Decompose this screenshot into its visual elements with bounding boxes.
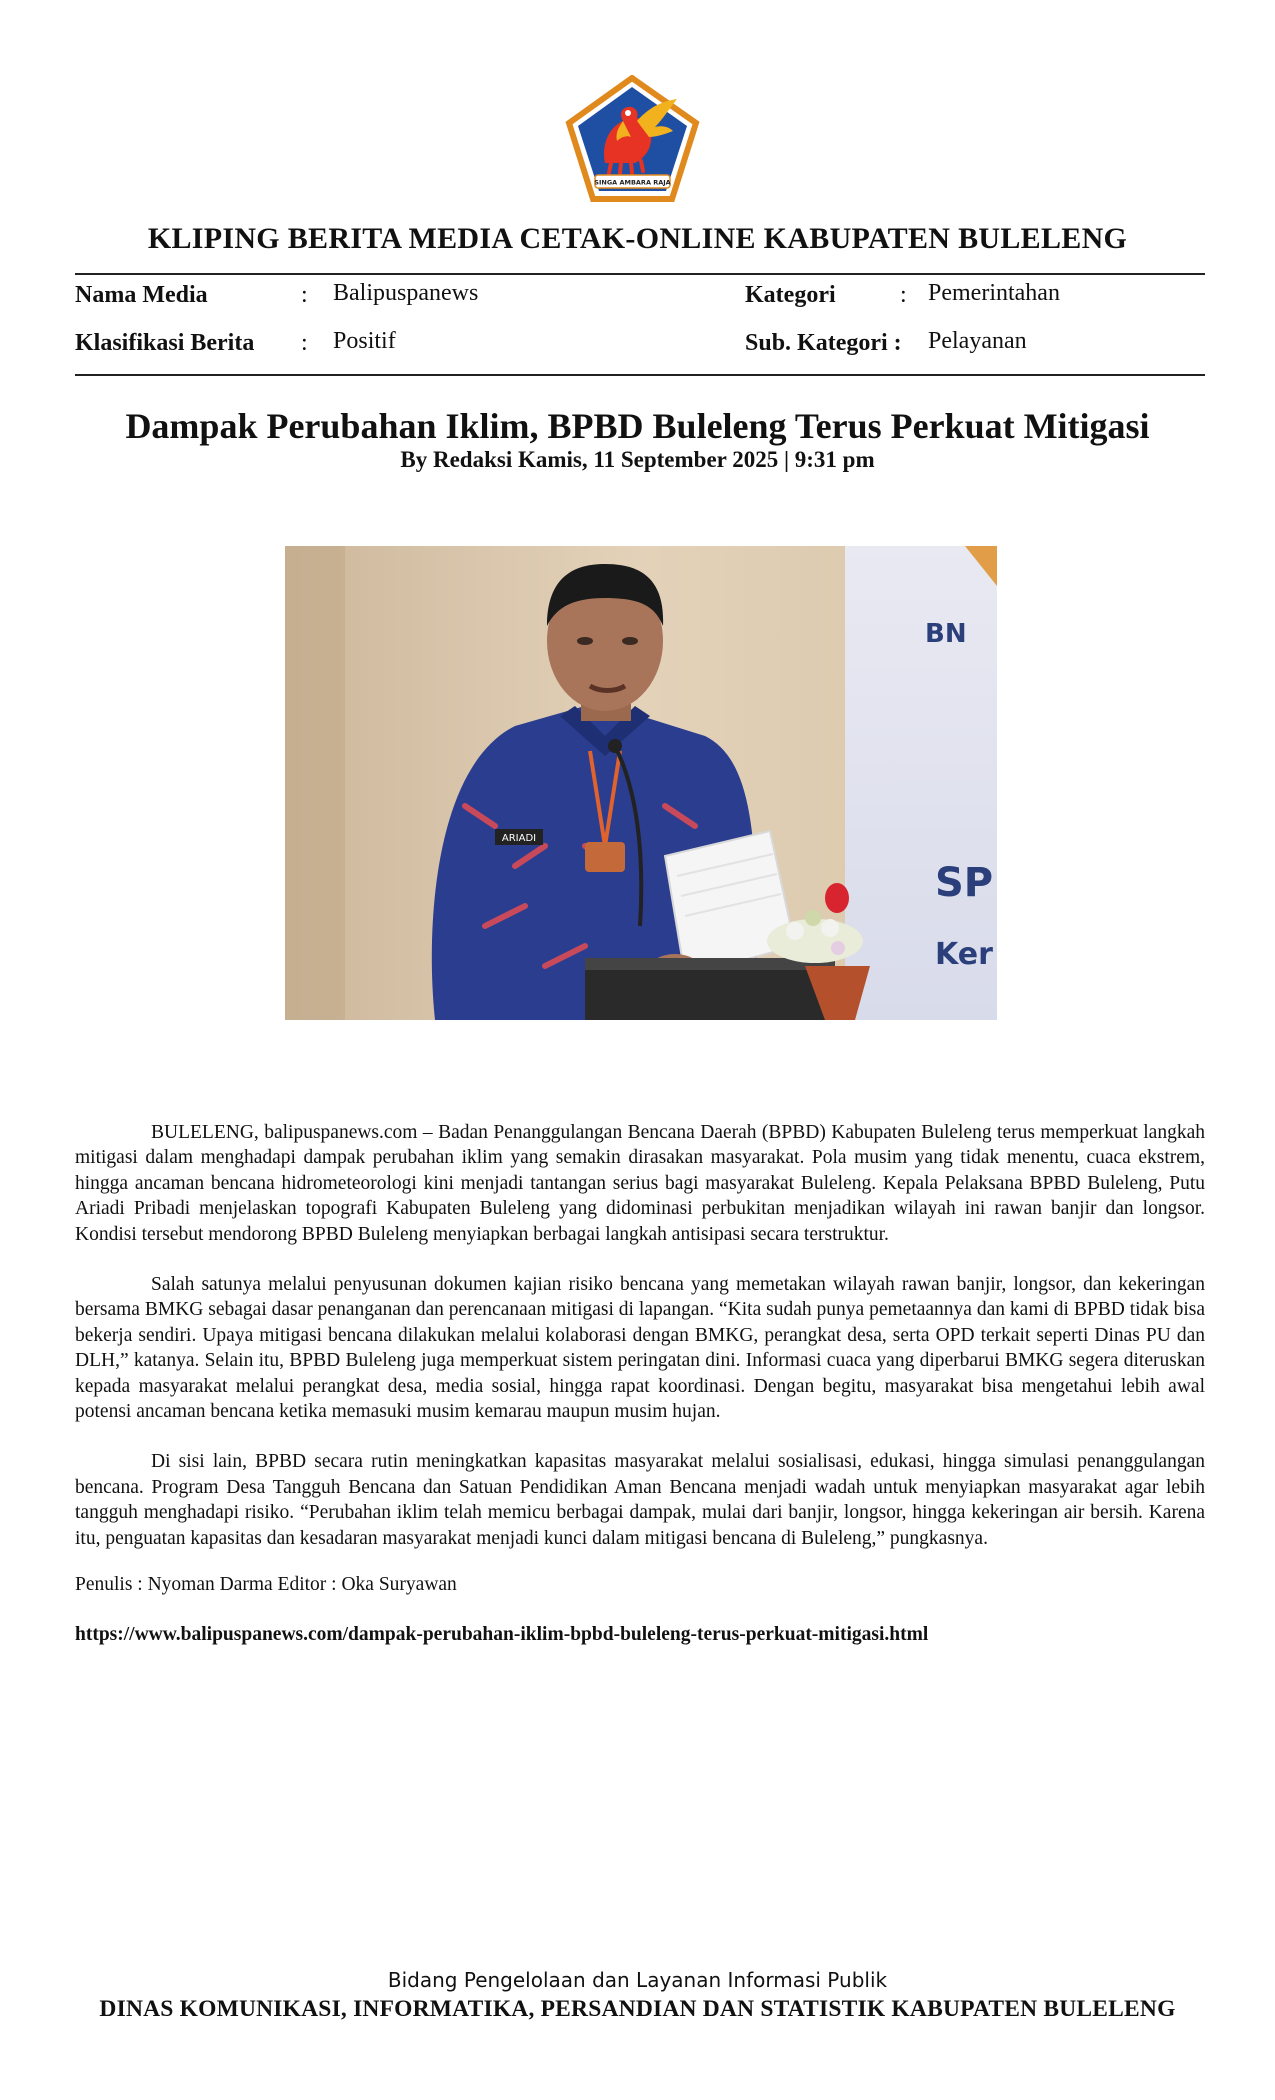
category-label: Kategori: [745, 282, 836, 308]
article-title: Dampak Perubahan Iklim, BPBD Buleleng Terus Perkuat Mitigasi: [125, 406, 1150, 446]
news-classification-colon: :: [301, 330, 308, 356]
news-classification-label: Klasifikasi Berita: [75, 330, 255, 356]
buleleng-crest-logo: [565, 75, 700, 202]
category-value: Pemerintahan: [928, 280, 1060, 306]
article-photo-speaker: [285, 546, 997, 1020]
article-byline: By Redaksi Kamis, 11 September 2025 | 9:31 pm: [400, 447, 875, 472]
sub-category-value: Pelayanan: [928, 328, 1027, 354]
svg-text:SINGA AMBARA RAJA: SINGA AMBARA RAJA: [594, 178, 671, 187]
category-colon: :: [900, 282, 907, 308]
article-credits: Penulis : Nyoman Darma Editor : Oka Suryawan: [75, 1574, 457, 1595]
photo-banner-top-text: BN: [925, 619, 967, 649]
photo-banner-mid-text: SP: [935, 860, 994, 906]
footer-agency: DINAS KOMUNIKASI, INFORMATIKA, PERSANDIAN DAN STATISTIK KABUPATEN BULELENG: [99, 1996, 1176, 2022]
news-classification-value: Positif: [333, 328, 396, 354]
header-top-rule: [75, 273, 1205, 275]
header-bottom-rule: [75, 374, 1205, 376]
article-body: [75, 1120, 1205, 1576]
media-name-label: Nama Media: [75, 282, 208, 308]
sub-category-label: Sub. Kategori :: [745, 330, 902, 356]
media-name-colon: :: [301, 282, 308, 308]
media-name-value: Balipuspanews: [333, 280, 479, 306]
article-paragraph: Salah satunya melalui penyusunan dokumen kajian risiko bencana yang memetakan wilayah rawan banjir, longsor, dan kekeringan bersama BMKG sebagai dasar penanganan dan perencanaan mitigasi di lapangan. “Kita sudah punya pemetaannya dan kami di BPBD tidak bisa bekerja sendiri. Upaya mitigasi bencana dilakukan melalui kolaborasi dengan BMKG, perangkat desa, serta OPD terkait seperti Dinas PU dan DLH,” katanya. Selain itu, BPBD Buleleng juga memperkuat sistem peringatan dini. Informasi cuaca yang diperbarui BMKG segera diteruskan kepada masyarakat melalui perangkat desa, media sosial, hingga rapat koordinasi. Dengan begitu, masyarakat bisa mengetahui lebih awal potensi ancaman bencana ketika memasuki musim kemarau maupun musim hujan.: [75, 1274, 1205, 1423]
photo-banner-bottom-text: Ker: [935, 937, 993, 972]
article-paragraph: Di sisi lain, BPBD secara rutin meningkatkan kapasitas masyarakat melalui sosialisasi, edukasi, hingga simulasi penanggulangan bencana. Program Desa Tangguh Bencana dan Satuan Pendidikan Aman Bencana menjadi wadah untuk menyiapkan masyarakat agar lebih tangguh menghadapi risiko. “Perubahan iklim telah memicu berbagai dampak, mulai dari banjir, longsor, hingga kekeringan air bersih. Karena itu, penguatan kapasitas dan kesadaran masyarakat menjadi kunci dalam mitigasi bencana di Buleleng,” pungkasnya.: [75, 1451, 1205, 1549]
source-url-link[interactable]: https://www.balipuspanews.com/dampak-perubahan-iklim-bpbd-buleleng-terus-perkuat-mitigasi.html: [75, 1624, 929, 1645]
footer-department: Bidang Pengelolaan dan Layanan Informasi Publik: [387, 1968, 888, 1992]
photo-nametag-text: ARIADI: [501, 833, 537, 844]
document-header-title: KLIPING BERITA MEDIA CETAK-ONLINE KABUPATEN BULELENG: [147, 222, 1128, 255]
article-paragraph: BULELENG, balipuspanews.com – Badan Penanggulangan Bencana Daerah (BPBD) Kabupaten Buleleng terus memperkuat langkah mitigasi dalam menghadapi dampak perubahan iklim yang semakin dirasakan masyarakat. Pola musim yang tidak menentu, cuaca ekstrem, hingga ancaman bencana hidrometeorologi kini menjadi tantangan serius bagi masyarakat Buleleng. Kepala Pelaksana BPBD Buleleng, Putu Ariadi Pribadi menjelaskan topografi Kabupaten Buleleng yang didominasi perbukitan menjadikan wilayah ini rawan banjir dan longsor. Kondisi tersebut mendorong BPBD Buleleng menyiapkan berbagai langkah antisipasi secara terstruktur.: [75, 1122, 1205, 1245]
